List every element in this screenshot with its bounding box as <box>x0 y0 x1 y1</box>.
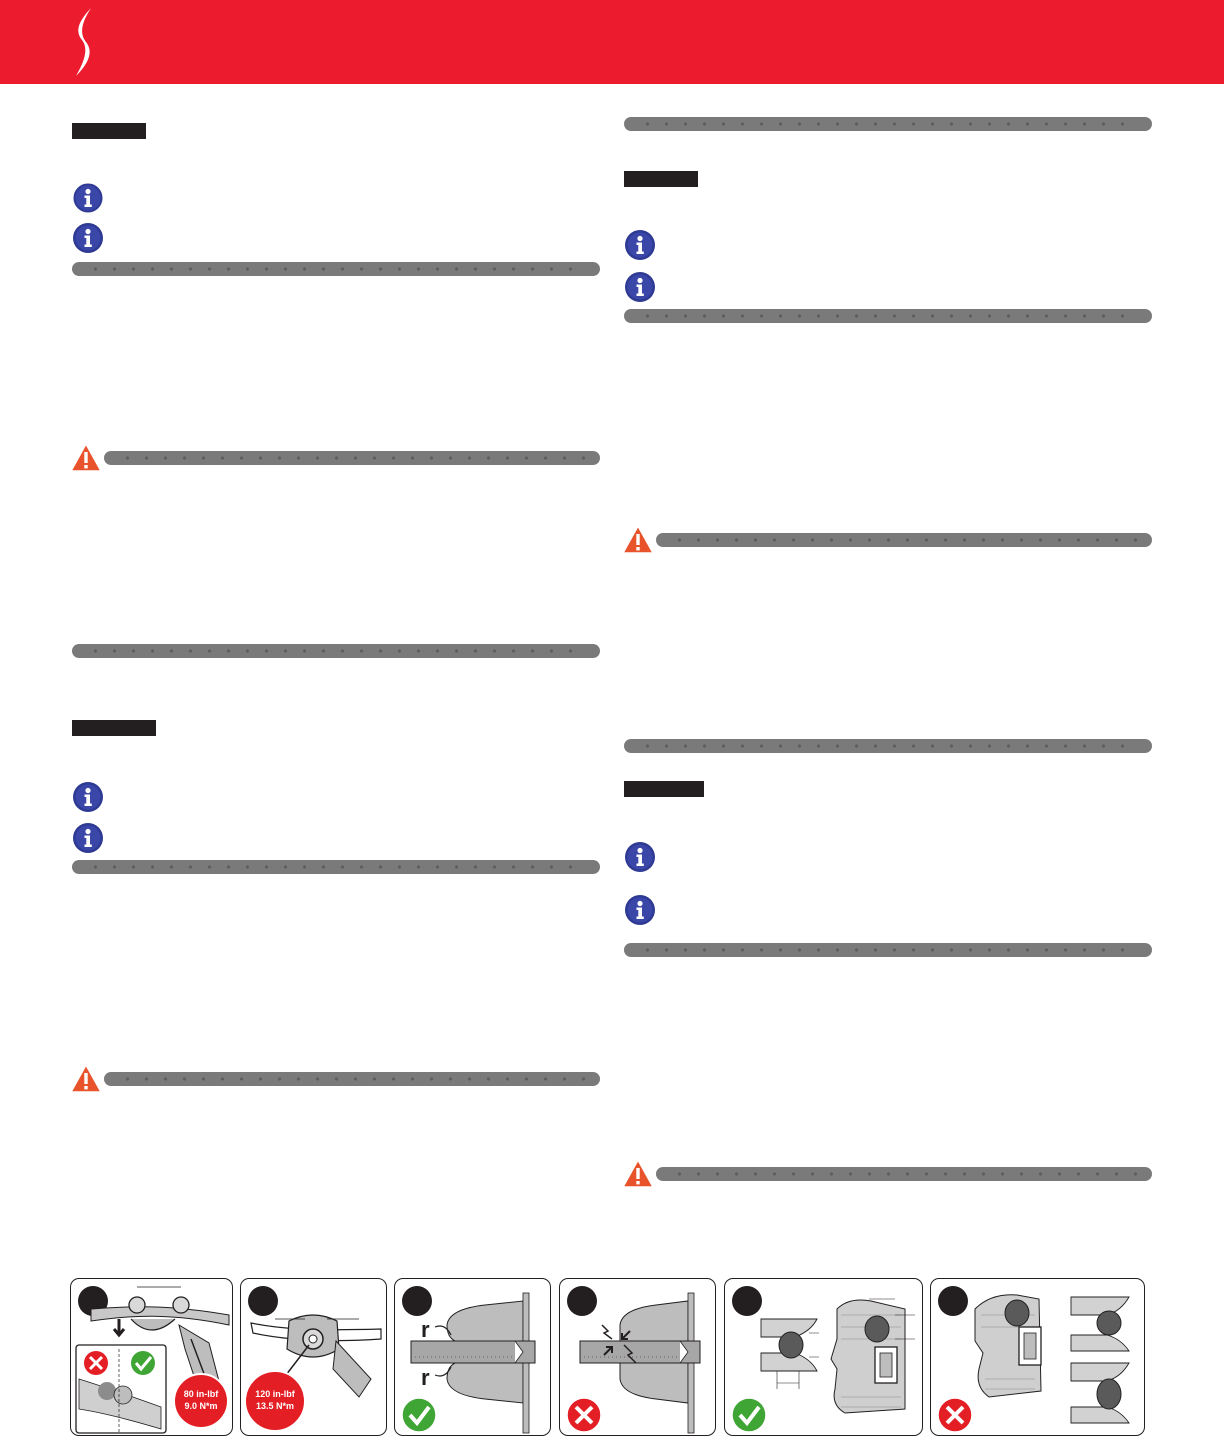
torque-value-metric: 13.5 N*m <box>255 1401 295 1411</box>
warning-divider <box>656 533 1152 547</box>
warning-triangle-icon <box>70 442 102 474</box>
info-icon <box>624 894 656 926</box>
green-check-icon <box>131 1351 155 1375</box>
step-badge <box>938 1286 968 1316</box>
green-check-icon <box>402 1398 436 1432</box>
figure-panel-2 <box>240 1278 387 1436</box>
figure-panel-6 <box>930 1278 1145 1436</box>
info-icon <box>624 271 656 303</box>
figure-panel-3 <box>394 1278 551 1436</box>
info-icon <box>72 182 104 214</box>
section-label <box>624 171 698 187</box>
header-bar <box>0 0 1224 84</box>
warning-divider <box>104 1072 600 1086</box>
figure-panel-5 <box>724 1278 923 1436</box>
warning-divider <box>656 1167 1152 1181</box>
section-label <box>624 781 704 797</box>
green-check-icon <box>732 1398 766 1432</box>
warning-triangle-icon <box>622 1158 654 1190</box>
step-badge <box>402 1286 432 1316</box>
warning-triangle-icon <box>622 524 654 556</box>
section-divider <box>72 644 600 658</box>
info-icon <box>624 841 656 873</box>
info-icon <box>72 822 104 854</box>
section-label <box>72 123 146 139</box>
radius-label: r <box>421 1365 430 1390</box>
radius-label: r <box>421 1317 430 1342</box>
section-label <box>72 720 156 736</box>
torque-value-imperial: 80 in-lbf <box>183 1389 219 1399</box>
section-divider <box>72 860 600 874</box>
section-divider <box>624 943 1152 957</box>
info-icon <box>72 781 104 813</box>
figure-panel-4 <box>559 1278 716 1436</box>
step-badge <box>567 1286 597 1316</box>
warning-triangle-icon <box>70 1063 102 1095</box>
section-divider <box>624 117 1152 131</box>
section-divider <box>624 309 1152 323</box>
step-badge <box>732 1286 762 1316</box>
step-badge <box>248 1286 278 1316</box>
info-icon <box>624 229 656 261</box>
figure-panel-1 <box>70 1278 233 1436</box>
section-divider <box>624 739 1152 753</box>
warning-divider <box>104 451 600 465</box>
info-icon <box>72 222 104 254</box>
torque-value-imperial: 120 in-lbf <box>255 1389 295 1399</box>
torque-value-metric: 9.0 N*m <box>184 1401 218 1411</box>
specialized-s-logo <box>64 6 104 78</box>
section-divider <box>72 262 600 276</box>
